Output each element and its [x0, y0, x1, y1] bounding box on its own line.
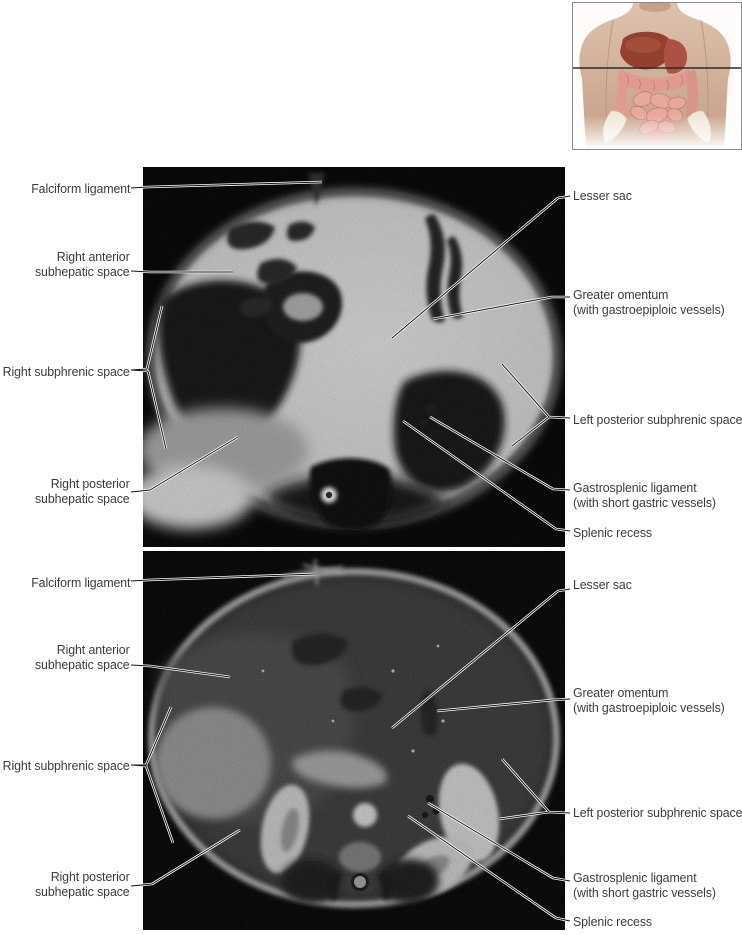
label-right-anterior-subhepatic-bottom [35, 642, 130, 672]
label-line: Greater omentum [573, 287, 669, 302]
label-right-posterior-subhepatic-bottom [35, 869, 130, 899]
axial-mri-bottom [143, 551, 565, 930]
label-line: subhepatic space [35, 657, 130, 672]
label-line: Gastrosplenic ligament [573, 870, 697, 885]
label-right-posterior-subhepatic-top [35, 476, 130, 506]
label-line: Right anterior [57, 642, 130, 657]
label-gastrosplenic-ligament-top [573, 480, 716, 510]
label-line: Greater omentum [573, 685, 669, 700]
torso-illustration [573, 3, 741, 149]
label-right-anterior-subhepatic-top [35, 249, 130, 279]
label-line: (with gastroepiploic vessels) [573, 700, 725, 715]
label-falciform-ligament-bottom: Falciform ligament [30, 575, 130, 590]
label-greater-omentum-top [573, 287, 725, 317]
label-line: Gastrosplenic ligament [573, 480, 697, 495]
label-line: (with gastroepiploic vessels) [573, 302, 725, 317]
label-greater-omentum-bottom [573, 685, 725, 715]
label-right-subphrenic-top: Right subphrenic space [3, 364, 130, 379]
label-gastrosplenic-ligament-bottom [573, 870, 716, 900]
label-splenic-recess-bottom: Splenic recess [573, 914, 652, 929]
label-falciform-ligament-top: Falciform ligament [30, 181, 130, 196]
label-lesser-sac-bottom: Lesser sac [573, 577, 632, 592]
label-line: (with short gastric vessels) [573, 885, 716, 900]
label-line: Right posterior [51, 476, 131, 491]
label-left-posterior-subphrenic-top: Left posterior subphrenic space [573, 412, 742, 427]
label-lesser-sac-top: Lesser sac [573, 188, 632, 203]
label-splenic-recess-top: Splenic recess [573, 525, 652, 540]
mri-top-image [143, 167, 565, 547]
label-line: subhepatic space [35, 884, 130, 899]
label-right-subphrenic-bottom: Right subphrenic space [3, 758, 130, 773]
label-left-posterior-subphrenic-bottom: Left posterior subphrenic space [573, 805, 742, 820]
label-line: subhepatic space [35, 491, 130, 506]
label-line: Right posterior [51, 869, 131, 884]
label-line: subhepatic space [35, 264, 130, 279]
axial-mri-top [143, 167, 565, 547]
label-line: Right anterior [57, 249, 130, 264]
mri-bottom-image [143, 551, 565, 930]
label-line: (with short gastric vessels) [573, 495, 716, 510]
axial-level-inset [572, 2, 742, 150]
